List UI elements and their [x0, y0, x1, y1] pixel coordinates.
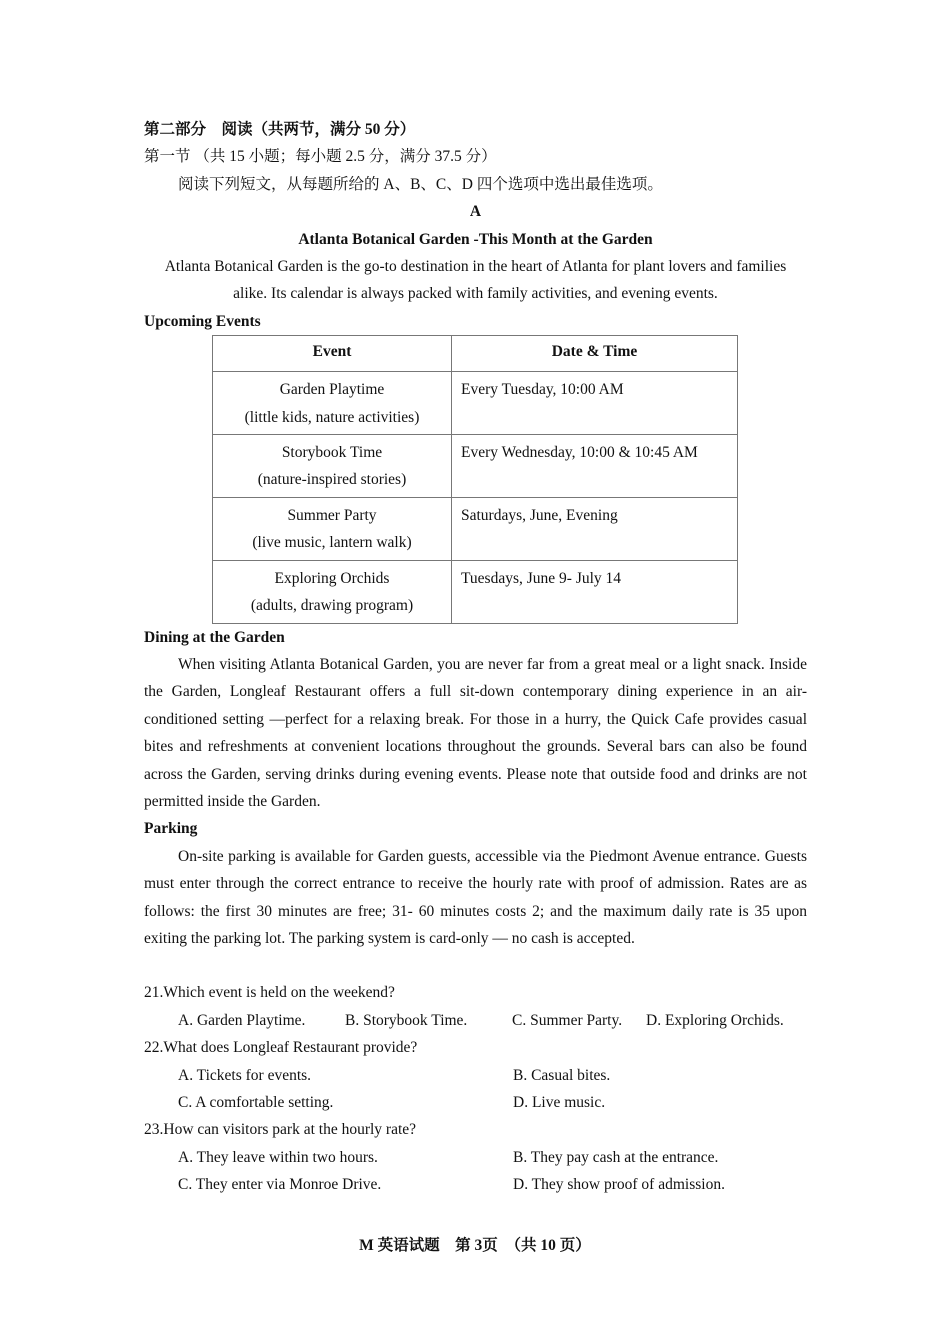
question-21-options	[144, 1007, 807, 1034]
event-name: Summer Party	[287, 506, 377, 524]
table-row	[213, 560, 738, 623]
exam-page	[144, 116, 807, 1199]
parking-heading: Parking	[144, 820, 198, 838]
event-note: (live music, lantern walk)	[252, 534, 412, 552]
question-21-stem: 21.Which event is held on the weekend?	[144, 984, 395, 1002]
question-22-options-ab	[144, 1062, 807, 1089]
table-row	[213, 435, 738, 498]
passage-letter: A	[469, 203, 482, 221]
question-22-options-cd	[144, 1089, 807, 1116]
option-c: C. Summer Party.	[512, 1011, 623, 1029]
event-cell	[213, 435, 452, 498]
event-cell	[213, 560, 452, 623]
page-footer: M 英语试题 第 3页 （共 10 页）	[359, 1237, 591, 1254]
spacer	[144, 952, 807, 979]
part-title: 第二部分 阅读（共两节，满分 50 分）	[144, 121, 416, 138]
passage-title: Atlanta Botanical Garden -This Month at the Garden	[298, 230, 653, 248]
question-23-stem: 23.How can visitors park at the hourly rate?	[144, 1121, 417, 1139]
passage-intro: Atlanta Botanical Garden is the go-to destination in the heart of Atlanta for plant lovers and families alike. Its calendar is always packed with family activities, and evening events.	[164, 258, 787, 303]
event-note: (nature-inspired stories)	[257, 471, 407, 489]
table-row	[213, 372, 738, 435]
event-time: Tuesdays, June 9- July 14	[452, 560, 738, 623]
event-time: Saturdays, June, Evening	[452, 497, 738, 560]
event-time: Every Wednesday, 10:00 & 10:45 AM	[452, 435, 738, 498]
event-note: (little kids, nature activities)	[244, 408, 420, 426]
parking-paragraph: On-site parking is available for Garden guests, accessible via the Piedmont Avenue entrance. Guests must enter through the correct entrance to receive the hourly rate with proof of admission. Rates are as follows: the first 30 minutes are free; 31- 60 minutes costs 2; and the maximum daily rate is 35 upon exiting the parking lot. The parking system is card-only — no cash is accepted.	[144, 847, 807, 947]
question-23-options-cd	[144, 1171, 807, 1198]
table-row	[213, 497, 738, 560]
event-time: Every Tuesday, 10:00 AM	[452, 372, 738, 435]
subsection-title: 第一节 （共 15 小题；每小题 2.5 分，满分 37.5 分）	[144, 148, 497, 166]
option-d: D. Exploring Orchids.	[646, 1011, 784, 1029]
header-date-time: Date & Time	[452, 336, 738, 372]
option-c: C. A comfortable setting.	[178, 1094, 334, 1111]
option-c: C. They enter via Monroe Drive.	[178, 1176, 382, 1194]
dining-paragraph: When visiting Atlanta Botanical Garden, you are never far from a great meal or a light snack. Inside the Garden, Longleaf Restaurant offers a full sit-down contemporary dining experience in an air-conditioned setting —perfect for a relaxing break. For those in a hurry, the Quick Cafe provides casual bites and refreshments at convenient locations throughout the grounds. Several bars can also be found across the Garden, serving drinks during evening events. Please note that outside food and drinks are not permitted inside the Garden.	[144, 655, 807, 810]
instruction-text: 阅读下列短文，从每题所给的 A、B、C、D 四个选项中选出最佳选项。	[178, 175, 663, 193]
option-d: D. Live music.	[513, 1094, 606, 1111]
option-a: A. They leave within two hours.	[178, 1148, 378, 1166]
event-name: Garden Playtime	[279, 381, 385, 399]
table-header-row	[213, 336, 738, 372]
option-d: D. They show proof of admission.	[513, 1176, 725, 1194]
dining-heading: Dining at the Garden	[144, 628, 285, 646]
question-22-stem: 22.What does Longleaf Restaurant provide?	[144, 1039, 418, 1057]
option-b: B. Storybook Time.	[345, 1011, 468, 1029]
event-name: Exploring Orchids	[274, 569, 390, 587]
option-b: B. Casual bites.	[513, 1066, 611, 1084]
header-event: Event	[213, 336, 452, 372]
event-note: (adults, drawing program)	[250, 597, 414, 615]
option-a: A. Tickets for events.	[178, 1066, 312, 1084]
question-23-options-ab	[144, 1144, 807, 1171]
event-name: Storybook Time	[281, 444, 383, 462]
event-cell	[213, 497, 452, 560]
events-heading: Upcoming Events	[144, 312, 261, 330]
option-a: A. Garden Playtime.	[178, 1011, 306, 1029]
option-b: B. They pay cash at the entrance.	[513, 1148, 719, 1166]
events-table	[212, 335, 738, 623]
event-cell	[213, 372, 452, 435]
